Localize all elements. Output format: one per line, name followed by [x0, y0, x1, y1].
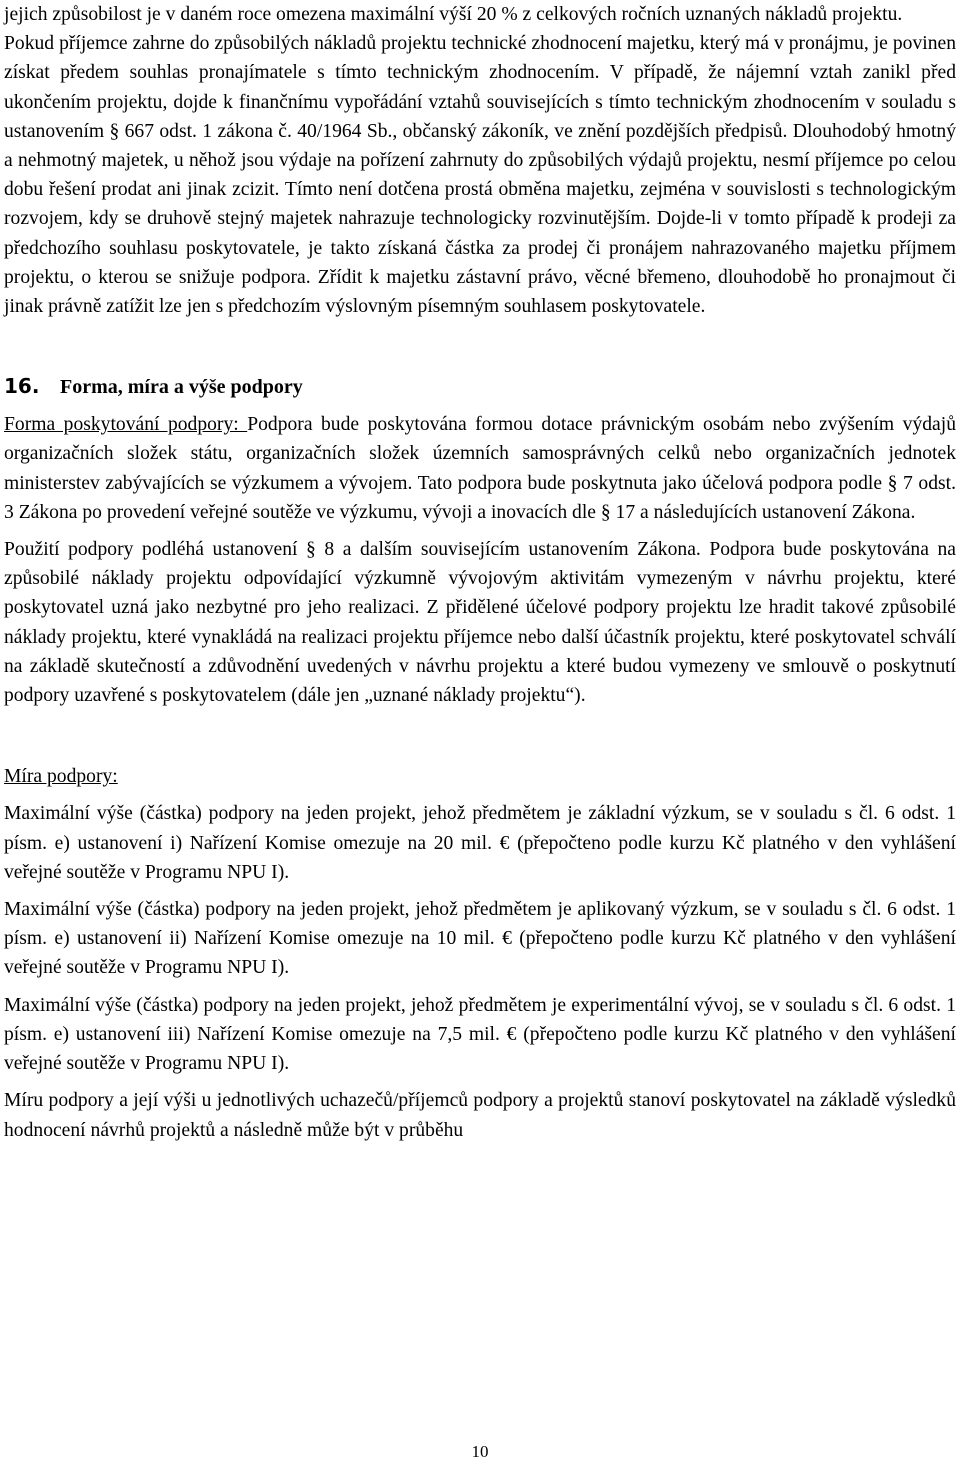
paragraph-mira-experimentalni: Maximální výše (částka) podpory na jeden projekt, jehož předmětem je experimentální vývoj, se v souladu s čl. 6 odst. 1 písm. e) ustanovení iii) Nařízení Komise omezuje na 7,5 mil. € (přepočteno podle kurzu Kč platného v den vyhlášení veřejné soutěže v Programu NPU I). — [4, 994, 956, 1075]
paragraph-mira-aplikovany: Maximální výše (částka) podpory na jeden projekt, jehož předmětem je aplikovaný výzkum, se v souladu s čl. 6 odst. 1 písm. e) ustanovení ii) Nařízení Komise omezuje na 10 mil. € (přepočteno podle kurzu Kč platného v den vyhlášení veřejné soutěže v Programu NPU I). — [4, 899, 956, 979]
page-number: 10 — [471, 1442, 489, 1461]
paragraph-pouziti: Použití podpory podléhá ustanovení § 8 a dalším souvisejícím ustanovením Zákona. Podpora bude poskytována na způsobilé náklady projektu odpovídající výzkumně vývojovým aktivitám vymezeným v návrhu projektu, které poskytovatel uzná jako nezbytné pro jeho realizaci. Z přidělené účelové podpory projektu lze hradit takové způsobilé náklady projektu, které vynakládá na realizaci projektu příjemce nebo další účastník projektu, které poskytovatel schválí na základě skutečností a zdůvodnění uvedených v návrhu projektu a které budou vymezeny ve smlouvě o poskytnutí podpory uzavřené s poskytovatelem (dále jen „uznané náklady projektu“). — [4, 539, 956, 707]
section-number: 16. — [4, 374, 40, 399]
paragraph-intro-continuation: jejich způsobilost je v daném roce omezena maximální výší 20 % z celkových ročních uznaných nákladů projektu. — [4, 4, 903, 25]
paragraph-forma — [4, 410, 956, 527]
section-title: Forma, míra a výše podpory — [60, 376, 303, 399]
forma-label: Forma poskytování podpory: — [4, 414, 248, 436]
mira-label: Míra podpory: — [4, 766, 118, 788]
paragraph-mira-stanoveni: Míru podpory a její výši u jednotlivých uchazečů/příjemců podpory a projektů stanoví poskytovatel na základě výsledků hodnocení návrhů projektů a následně může být v průběhu — [4, 1090, 956, 1141]
section-heading — [4, 371, 956, 402]
forma-text: Podpora bude poskytována formou dotace právnickým osobám nebo zvýšením výdajů organizačních složek státu, organizačních složek územních samosprávných celků nebo organizačních jednotek ministerstev zabývajících se výzkumem a vývojem. Tato podpora bude poskytnuta jako účelová podpora podle § 7 odst. 3 Zákona po provedení veřejné soutěže ve výzkumu, vývoji a inovacích dle § 17 a následujících ustanovení Zákona. — [4, 414, 956, 523]
document-page — [4, 0, 956, 1145]
paragraph-mira-zakladni: Maximální výše (částka) podpory na jeden projekt, jehož předmětem je základní výzkum, se v souladu s čl. 6 odst. 1 písm. e) ustanovení i) Nařízení Komise omezuje na 20 mil. € (přepočteno podle kurzu Kč platného v den vyhlášení veřejné soutěže v Programu NPU I). — [4, 803, 956, 883]
paragraph-technical-improvement: Pokud příjemce zahrne do způsobilých nákladů projektu technické zhodnocení majetku, který má v pronájmu, je povinen získat předem souhlas pronajímatele s tímto technickým zhodnocením. V případě, že nájemní vztah zanikl před ukončením projektu, dojde k finančnímu vypořádání vztahů souvisejících s tímto technickým zhodnocením v souladu s ustanovením § 667 odst. 1 zákona č. 40/1964 Sb., občanský zákoník, ve znění pozdějších předpisů. Dlouhodobý hmotný a nehmotný majetek, u něhož jsou výdaje na pořízení zahrnuty do způsobilých výdajů projektu, nesmí příjemce po celou dobu řešení prodat ani jinak zcizit. Tímto není dotčena prostá obměna majetku, zejména v souvislosti s technologickým rozvojem, kdy se druhově stejný majetek nahrazuje technologicky rozvinutějším. Dojde-li v tomto případě k prodeji za předchozího souhlasu poskytovatele, je takto získaná částka za prodej či pronájem nahrazovaného majetku příjmem projektu, o kterou se snižuje podpora. Zřídit k majetku zástavní právo, věcné břemeno, dlouhodobě ho pronajmout či jinak právně zatížit lze jen s předchozím výslovným písemným souhlasem poskytovatele. — [4, 33, 956, 318]
